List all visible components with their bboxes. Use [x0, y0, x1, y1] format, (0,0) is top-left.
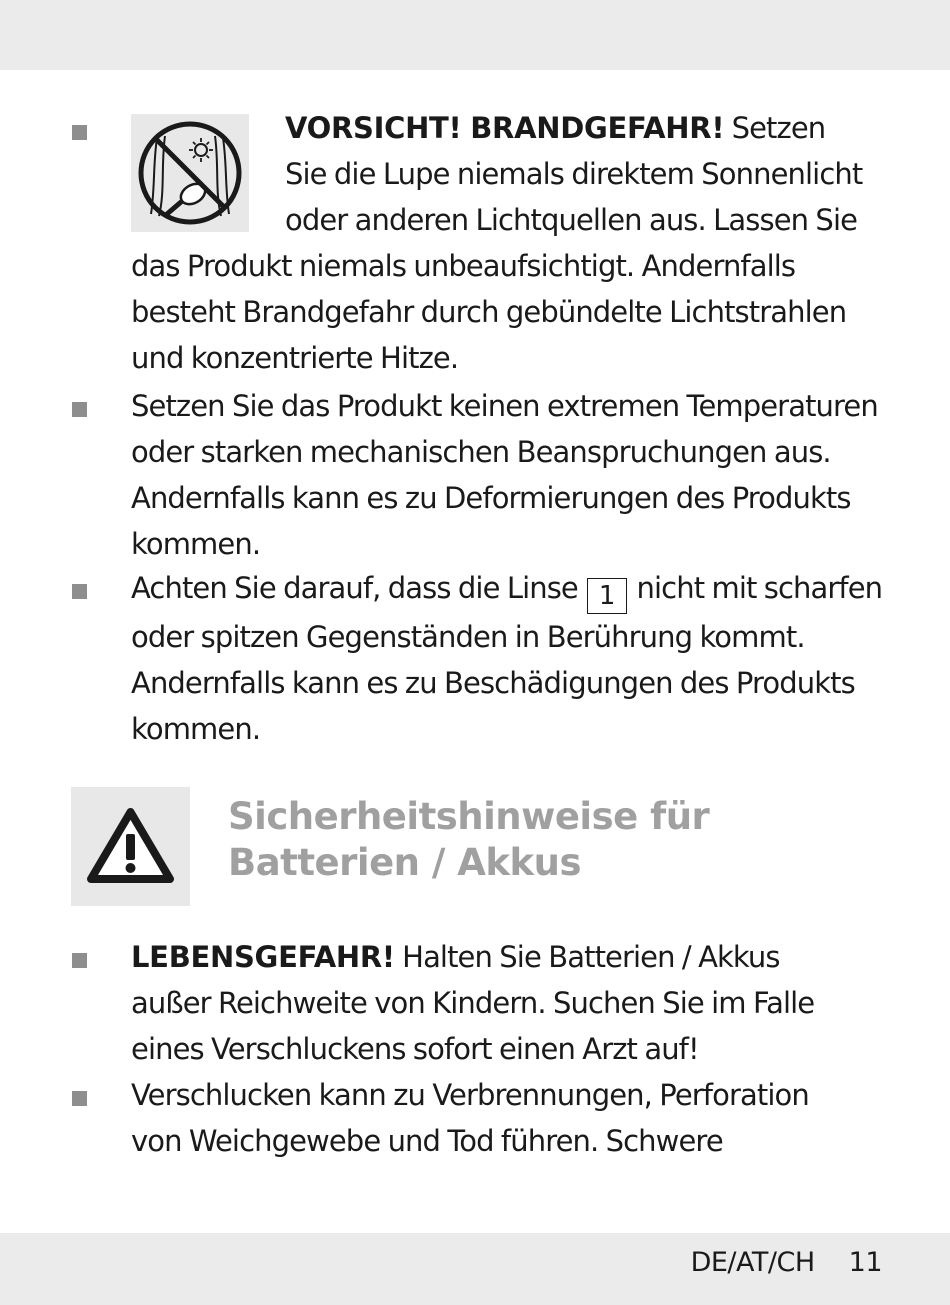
danger-lead: LEBENSGEFAHR!: [131, 940, 395, 974]
text-line: eines Verschluckens sofort einen Arzt auf!: [131, 1032, 699, 1066]
page-number: 11: [848, 1247, 882, 1278]
text-line: kommen.: [131, 712, 261, 746]
top-bar: [0, 0, 950, 70]
bullet-marker: [72, 584, 87, 599]
text-line: Sie die Lupe niemals direktem Sonnenlicht: [285, 157, 863, 191]
text-line: Achten Sie darauf, dass die Linse: [131, 571, 578, 605]
text-line: Verschlucken kann zu Verbrennungen, Perforation: [131, 1078, 809, 1112]
text-line: Andernfalls kann es zu Deformierungen des Produkts: [131, 481, 851, 515]
bullet-marker: [72, 1091, 87, 1106]
text-line: Setzen Sie das Produkt keinen extremen Temperaturen: [131, 389, 878, 423]
fire-hazard-lead: VORSICHT! BRANDGEFAHR!: [285, 111, 725, 145]
text-line: oder spitzen Gegenständen in Berührung kommt.: [131, 620, 805, 654]
text-line: kommen.: [131, 527, 261, 561]
text-line: und konzentrierte Hitze.: [131, 341, 459, 375]
warning-triangle-icon: [71, 787, 190, 906]
lens-paragraph: [131, 565, 891, 752]
text-line: oder anderen Lichtquellen aus. Lassen Sie: [285, 203, 858, 237]
text-line: das Produkt niemals unbeaufsichtigt. Andernfalls: [131, 249, 796, 283]
text-line: außer Reichweite von Kindern. Suchen Sie im Falle: [131, 986, 815, 1020]
bullet-marker: [72, 402, 87, 417]
temperature-paragraph: [131, 383, 891, 567]
heading-line: Batterien / Akkus: [228, 841, 581, 884]
text-line: Setzen: [731, 111, 826, 145]
fire-hazard-paragraph: [131, 105, 891, 381]
text-line: Halten Sie Batterien / Akkus: [402, 940, 780, 974]
swallowing-paragraph: [131, 1072, 891, 1164]
footer-region: DE/AT/CH: [690, 1247, 815, 1278]
choking-hazard-paragraph: [131, 934, 891, 1072]
text-line: besteht Brandgefahr durch gebündelte Lichtstrahlen: [131, 295, 847, 329]
bullet-marker: [72, 953, 87, 968]
page-footer: [691, 1247, 882, 1278]
text-line: oder starken mechanischen Beanspruchungen aus.: [131, 435, 831, 469]
bullet-marker: [72, 125, 87, 140]
text-line: von Weichgewebe und Tod führen. Schwere: [131, 1124, 723, 1158]
text-line: Andernfalls kann es zu Beschädigungen des Produkts: [131, 666, 855, 700]
heading-line: Sicherheitshinweise für: [228, 795, 710, 838]
lens-reference-number: 1: [587, 578, 627, 614]
text-line: nicht mit scharfen: [636, 571, 883, 605]
section-heading: [228, 794, 709, 886]
